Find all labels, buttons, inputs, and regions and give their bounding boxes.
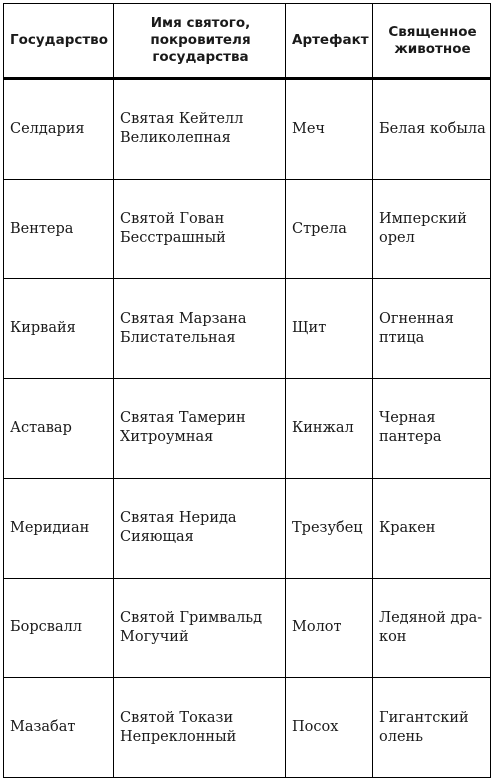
cell-artifact: Щит — [286, 279, 373, 379]
cell-saint: Святой Токази Непреклонный — [114, 678, 286, 778]
cell-saint: Святая Кейтелл Великолепная — [114, 79, 286, 180]
cell-animal: Белая кобыла — [373, 79, 491, 180]
table-row — [4, 678, 491, 778]
header-state: Государство — [4, 4, 114, 79]
cell-state: Вентера — [4, 179, 114, 279]
cell-state: Кирвайя — [4, 279, 114, 379]
cell-saint: Святая Нерида Сияющая — [114, 478, 286, 578]
header-row — [4, 4, 491, 79]
table-row — [4, 79, 491, 180]
header-animal: Священное животное — [373, 4, 491, 79]
cell-artifact: Посох — [286, 678, 373, 778]
cell-animal: Гигантский олень — [373, 678, 491, 778]
cell-artifact: Трезубец — [286, 478, 373, 578]
cell-animal: Имперский орел — [373, 179, 491, 279]
cell-saint: Святой Гримвальд Могучий — [114, 578, 286, 678]
table-row — [4, 379, 491, 479]
cell-state: Аставар — [4, 379, 114, 479]
cell-state: Мазабат — [4, 678, 114, 778]
table-row — [4, 179, 491, 279]
cell-artifact: Меч — [286, 79, 373, 180]
cell-animal: Черная пантера — [373, 379, 491, 479]
header-artifact: Артефакт — [286, 4, 373, 79]
cell-state: Селдария — [4, 79, 114, 180]
cell-state: Меридиан — [4, 478, 114, 578]
cell-animal: Кракен — [373, 478, 491, 578]
cell-saint: Святой Гован Бесстрашный — [114, 179, 286, 279]
table-row — [4, 279, 491, 379]
cell-artifact: Кинжал — [286, 379, 373, 479]
cell-state: Борсвалл — [4, 578, 114, 678]
cell-animal: Ледяной дра-кон — [373, 578, 491, 678]
cell-saint: Святая Тамерин Хитроумная — [114, 379, 286, 479]
cell-saint: Святая Марзана Блистательная — [114, 279, 286, 379]
table-row — [4, 578, 491, 678]
cell-artifact: Молот — [286, 578, 373, 678]
table-row — [4, 478, 491, 578]
saints-table — [3, 3, 491, 778]
cell-artifact: Стрела — [286, 179, 373, 279]
cell-animal: Огненная птица — [373, 279, 491, 379]
header-saint: Имя святого, покровителя государства — [114, 4, 286, 79]
